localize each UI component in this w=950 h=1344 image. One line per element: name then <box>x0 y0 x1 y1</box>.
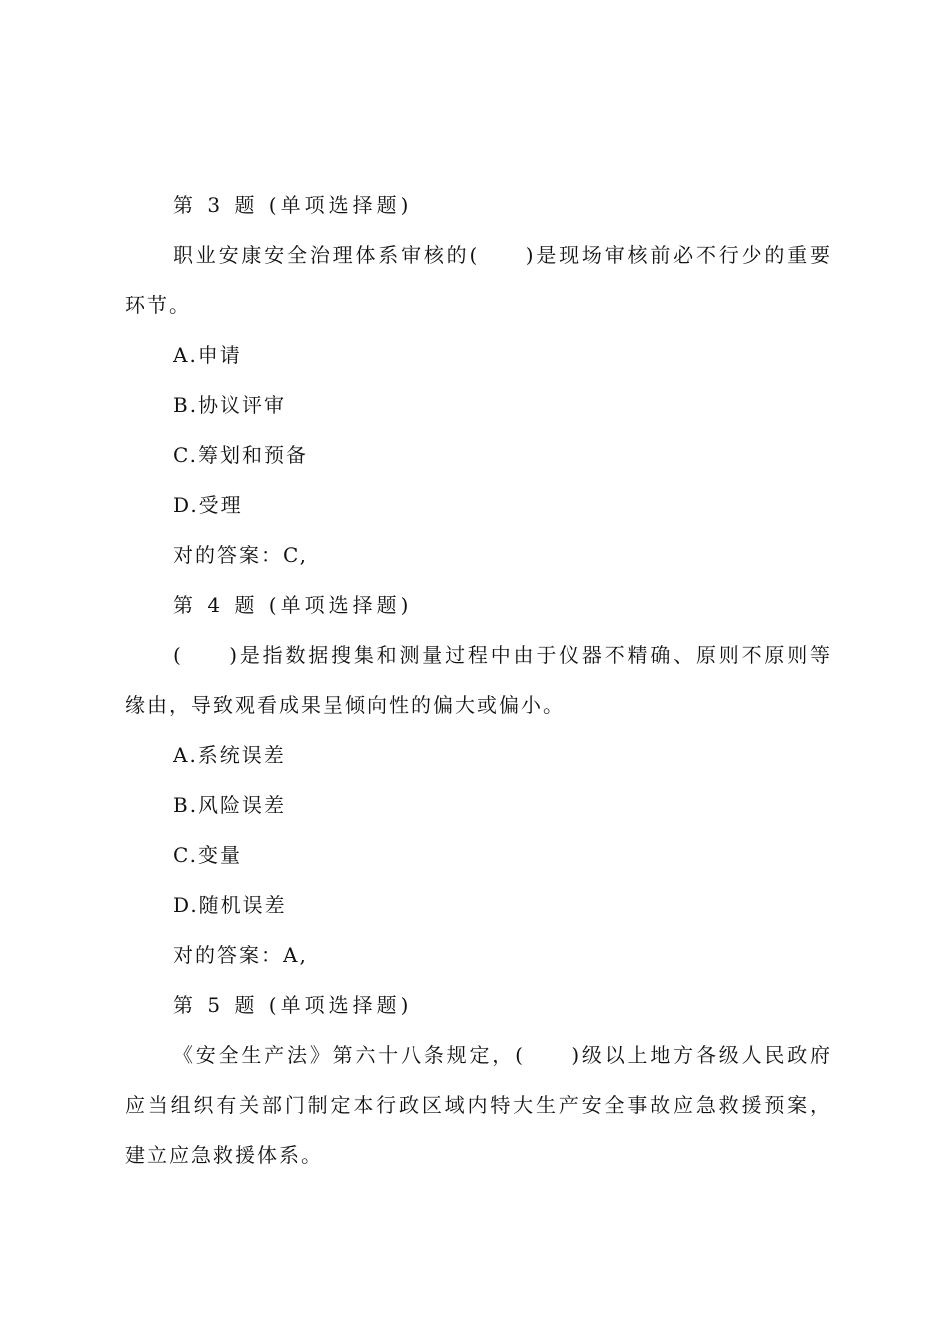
question-stem-line: 职业安康安全治理体系审核的( )是现场审核前必不行少的重要 <box>173 243 830 267</box>
option-a: A.系统误差 <box>173 743 286 767</box>
question-stem-line: 建立应急救援体系。 <box>125 1143 323 1167</box>
option-d: D.随机误差 <box>173 893 287 917</box>
question-stem-line: 应当组织有关部门制定本行政区域内特大生产安全事故应急救援预案， <box>125 1093 830 1117</box>
option-c: C.变量 <box>173 843 242 867</box>
question-stem-line: 缘由，导致观看成果呈倾向性的偏大或偏小。 <box>125 693 565 717</box>
question-stem-line: ( )是指数据搜集和测量过程中由于仪器不精确、原则不原则等 <box>173 643 830 667</box>
question-stem-line: 环节。 <box>125 293 191 317</box>
question-stem-line: 《安全生产法》第六十八条规定，( )级以上地方各级人民政府 <box>173 1043 830 1067</box>
answer-line: 对的答案：C, <box>173 543 308 567</box>
option-a: A.申请 <box>173 343 242 367</box>
question-header: 第 3 题 (单项选择题) <box>173 193 413 217</box>
answer-line: 对的答案：A, <box>173 943 308 967</box>
option-d: D.受理 <box>173 493 243 517</box>
option-b: B.协议评审 <box>173 393 287 417</box>
option-c: C.筹划和预备 <box>173 443 308 467</box>
question-header: 第 4 题 (单项选择题) <box>173 593 413 617</box>
option-b: B.风险误差 <box>173 793 287 817</box>
question-header: 第 5 题 (单项选择题) <box>173 993 413 1017</box>
